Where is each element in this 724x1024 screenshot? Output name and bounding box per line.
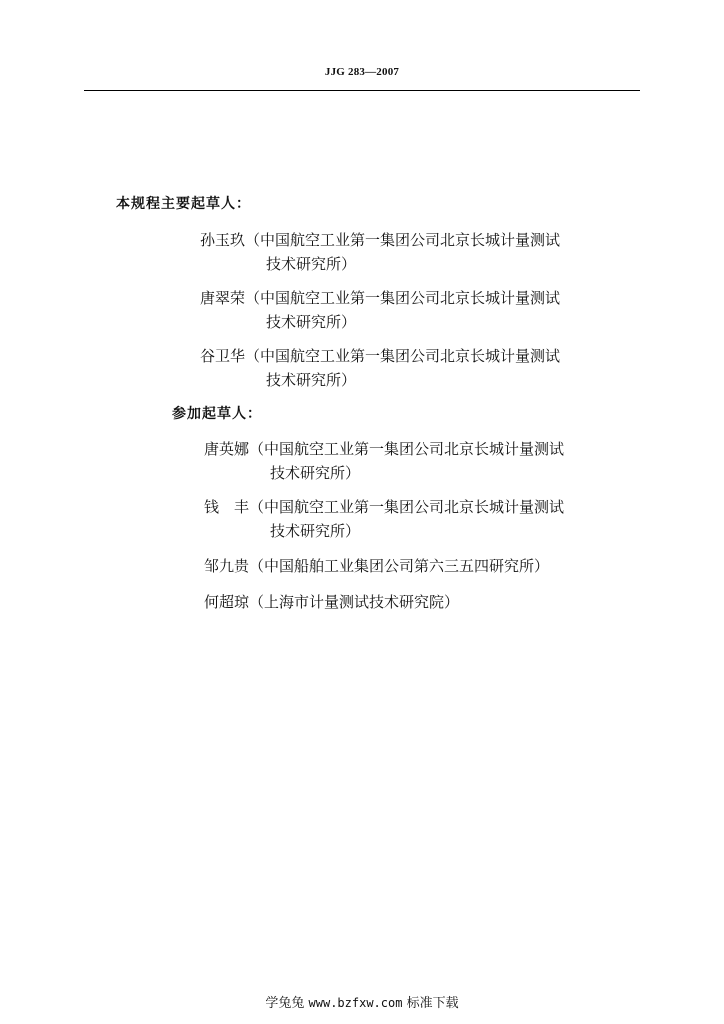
participant-affiliation-continued: 技术研究所） [270, 464, 361, 482]
participant-entry [204, 590, 459, 614]
participant-entry [204, 554, 549, 578]
drafter-name: 谷卫华 [200, 347, 246, 365]
drafter-entry [200, 344, 560, 392]
participant-affiliation: （中国航空工业第一集团公司北京长城计量测试 [249, 440, 565, 458]
header-divider [84, 90, 640, 91]
participant-affiliation-continued: 技术研究所） [270, 522, 361, 540]
drafter-affiliation-continued: 技术研究所） [266, 371, 357, 389]
watermark-footer [0, 992, 724, 1011]
participating-drafters-heading: 参加起草人： [172, 406, 262, 422]
drafter-affiliation-continued: 技术研究所） [266, 313, 357, 331]
participant-entry [204, 495, 564, 543]
footer-brand: 学兔兔 [265, 996, 305, 1011]
footer-tagline: 标准下载 [406, 996, 459, 1011]
drafter-entry [200, 286, 560, 334]
participant-affiliation: （中国航空工业第一集团公司北京长城计量测试 [249, 498, 565, 516]
participant-name: 邹九贵 [204, 557, 250, 575]
footer-site-link[interactable]: www.bzfxw.com [308, 996, 403, 1010]
participant-name: 钱 丰 [204, 498, 250, 516]
drafter-affiliation-continued: 技术研究所） [266, 255, 357, 273]
drafter-entry [200, 228, 560, 276]
participant-name: 唐英娜 [204, 440, 250, 458]
participant-affiliation: （中国船舶工业集团公司第六三五四研究所） [249, 557, 550, 575]
drafter-name: 唐翠荣 [200, 289, 246, 307]
participant-affiliation: （上海市计量测试技术研究院） [249, 593, 460, 611]
main-drafters-heading: 本规程主要起草人： [116, 196, 251, 212]
drafter-name: 孙玉玖 [200, 231, 246, 249]
standard-code-header: JJG 283—2007 [324, 66, 400, 78]
participant-name: 何超琼 [204, 593, 250, 611]
participant-entry [204, 437, 564, 485]
drafter-affiliation: （中国航空工业第一集团公司北京长城计量测试 [245, 231, 561, 249]
drafter-affiliation: （中国航空工业第一集团公司北京长城计量测试 [245, 347, 561, 365]
drafter-affiliation: （中国航空工业第一集团公司北京长城计量测试 [245, 289, 561, 307]
